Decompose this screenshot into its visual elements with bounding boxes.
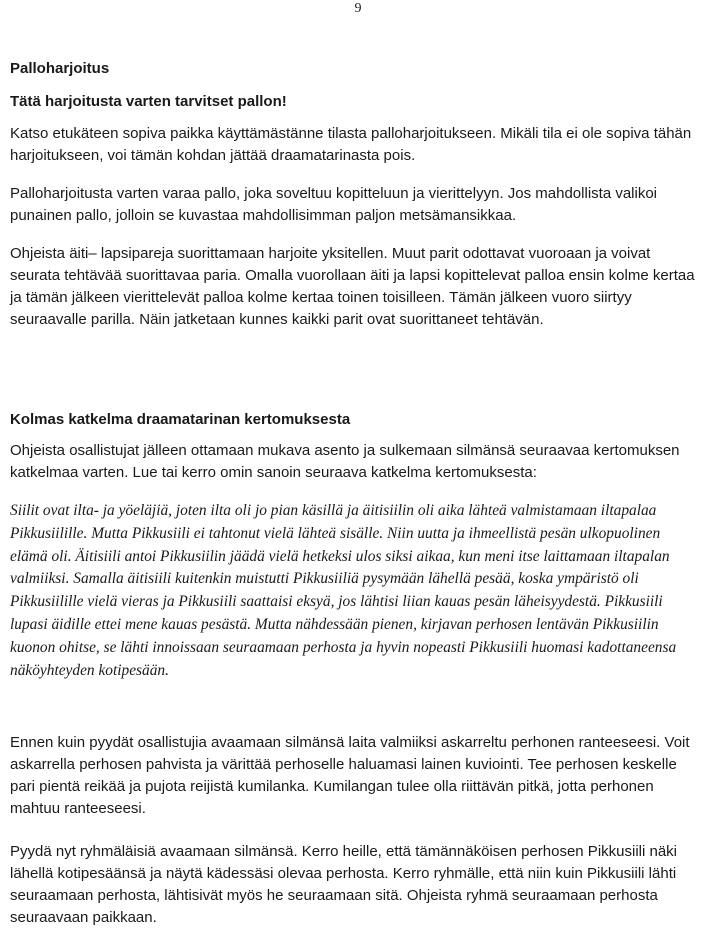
section-title-palloharjoitus: Palloharjoitus: [10, 60, 110, 77]
page-number: 9: [354, 1, 362, 16]
section-subtitle: Tätä harjoitusta varten tarvitset pallon!: [10, 93, 287, 110]
paragraph: Ennen kuin pyydät osallistujia avaamaan silmänsä laita valmiiksi askarreltu perhonen ranteeseesi. Voit askarrella perhosen pahvista ja värittää perhoselle haluamasi lainen kuviointi. Tee perhosen keskelle pari pientä reikää ja pujota reijistä kumilanka. Kumilangan tulee olla riittävän pitkä, jotta perhonen mahtuu ranteeseesi.: [10, 734, 690, 817]
paragraph: Ohjeista äiti– lapsipareja suorittamaan harjoite yksitellen. Muut parit odottavat vuoroaan ja voivat seurata tehtävää suorittavaa paria. Omalla vuorollaan äiti ja lapsi kopittelevat palloa ensin kolme kertaa ja tämän jälkeen vierittelevät palloa kolme kertaa toinen toisilleen. Tämän jälkeen vuoro siirtyy seuraavalle parilla. Näin jatketaan kunnes kaikki parit ovat suorittaneet tehtävän.: [10, 245, 695, 328]
paragraph: Palloharjoitusta varten varaa pallo, joka soveltuu kopitteluun ja vierittelyyn. Jos mahdollista valikoi punainen pallo, jolloin se kuvastaa mahdollisimman paljon metsämansikkaa.: [10, 185, 658, 224]
section-title-kolmas-katkelma: Kolmas katkelma draamatarinan kertomuksesta: [10, 411, 351, 428]
paragraph: Ohjeista osallistujat jälleen ottamaan mukava asento ja sulkemaan silmänsä seuraavaa kertomuksen katkelmaa varten. Lue tai kerro omin sanoin seuraava katkelma kertomuksesta:: [10, 442, 680, 481]
paragraph: Pyydä nyt ryhmäläisiä avaamaan silmänsä. Kerro heille, että tämännäköisen perhosen Pikkusiili näki lähellä kotipesäänsä ja näytä kädessäsi olevaa perhosta. Kerro ryhmälle, että niin kuin Pikkusiili lähti seuraamaan perhosta, lähtisivät myös he seuraamaan sitä. Ohjeista ryhmä seuraamaan perhosta seuraavaan paikkaan.: [10, 843, 678, 926]
story-excerpt: Siilit ovat ilta- ja yöeläjiä, joten ilta oli jo pian käsillä ja äitisiilin oli aika lähteä valmistamaan iltapalaa Pikkusiilille. Mutta Pikkusiili ei tahtonut vielä lähteä sisälle. Niin uutta ja ihmeellistä pesän ulkopuolinen elämä oli. Äitisiili antoi Pikkusiilin jäädä vielä hetkeksi ulos siksi aikaa, kun meni itse laittamaan iltapalan valmiiksi. Samalla äitisiili kuitenkin muistutti Pikkusiiliä pysymään lähellä pesää, koska ympäristö oli Pikkusiilille vielä vieras ja Pikkusiili saattaisi eksyä, jos lähtisi liian kauas pesän läheisyydestä. Pikkusiili lupasi äidille ettei mene kauas pesästä. Mutta nähdessään pienen, kirjavan perhosen lentävän Pikkusiilin kuonon ohitse, se lähti innoissaan seuraamaan perhosta ja hyvin nopeasti Pikkusiili huomasi kadottaneensa näköyhteyden kotipesään.: [10, 502, 677, 679]
paragraph: Katso etukäteen sopiva paikka käyttämästänne tilasta palloharjoitukseen. Mikäli tila ei ole sopiva tähän harjoitukseen, voi tämän kohdan jättää draamatarinasta pois.: [10, 125, 692, 164]
